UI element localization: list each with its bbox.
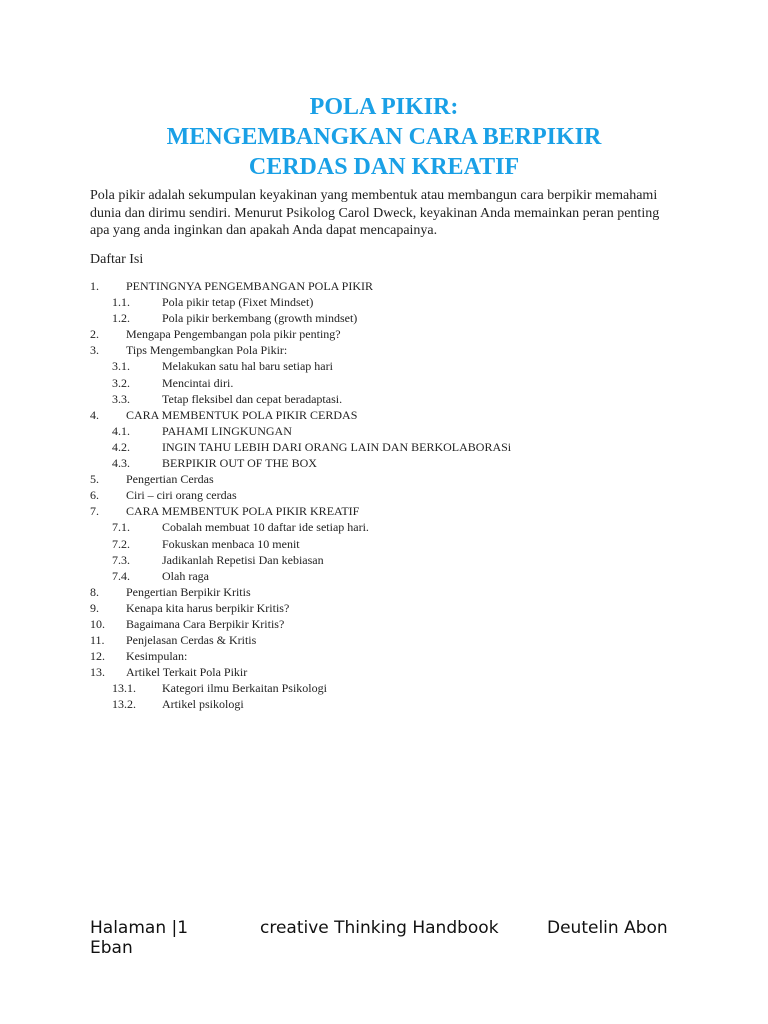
toc-item-text: Pengertian Berpikir Kritis xyxy=(126,584,251,599)
toc-item xyxy=(90,568,690,584)
toc-item-number: 9. xyxy=(90,600,99,615)
toc-item-text: BERPIKIR OUT OF THE BOX xyxy=(162,456,317,471)
toc-item xyxy=(90,600,690,616)
toc-item-number: 7. xyxy=(90,504,99,519)
toc-item xyxy=(90,358,690,374)
toc-item-text: CARA MEMBENTUK POLA PIKIR CERDAS xyxy=(126,407,358,422)
toc-item xyxy=(90,407,690,423)
toc-item-number: 1.1. xyxy=(112,295,130,310)
toc-item-text: INGIN TAHU LEBIH DARI ORANG LAIN DAN BERKOLABORASi xyxy=(162,439,512,454)
toc-item-text: Mengapa Pengembangan pola pikir penting? xyxy=(126,327,341,342)
footer-book-title: creative Thinking Handbook xyxy=(260,918,499,938)
toc-item xyxy=(90,439,690,455)
toc-item-number: 10. xyxy=(90,616,105,631)
table-of-contents xyxy=(90,278,690,713)
toc-item-number: 3.3. xyxy=(112,391,130,406)
toc-item xyxy=(90,487,690,503)
toc-item-text: Tips Mengembangkan Pola Pikir: xyxy=(126,343,288,358)
footer-page-number: Halaman |1 xyxy=(90,918,189,938)
toc-item xyxy=(90,375,690,391)
title-line-2: MENGEMBANGKAN CARA BERPIKIR xyxy=(166,124,602,150)
toc-item xyxy=(90,455,690,471)
toc-item-number: 6. xyxy=(90,488,99,503)
toc-item-text: Mencintai diri. xyxy=(162,375,234,390)
toc-item-number: 7.1. xyxy=(112,520,130,535)
toc-item-text: Cobalah membuat 10 daftar ide setiap hari. xyxy=(162,520,369,535)
toc-item xyxy=(90,519,690,535)
toc-item-number: 3.1. xyxy=(112,359,130,374)
toc-item-text: Penjelasan Cerdas & Kritis xyxy=(126,633,257,648)
toc-item-number: 7.4. xyxy=(112,568,130,583)
toc-item xyxy=(90,391,690,407)
toc-item-number: 12. xyxy=(90,649,105,664)
toc-item xyxy=(90,310,690,326)
toc-item-text: CARA MEMBENTUK POLA PIKIR KREATIF xyxy=(126,504,360,519)
toc-item-text: Bagaimana Cara Berpikir Kritis? xyxy=(126,616,285,631)
toc-item-number: 4.3. xyxy=(112,456,130,471)
toc-item xyxy=(90,342,690,358)
toc-item-text: Ciri – ciri orang cerdas xyxy=(126,488,237,503)
toc-item xyxy=(90,680,690,696)
toc-item-text: Kategori ilmu Berkaitan Psikologi xyxy=(162,681,327,696)
toc-item-text: Artikel psikologi xyxy=(162,697,244,712)
toc-item-number: 11. xyxy=(90,633,105,648)
toc-item xyxy=(90,471,690,487)
toc-item xyxy=(90,664,690,680)
toc-item-text: Olah raga xyxy=(162,568,209,583)
toc-item xyxy=(90,696,690,712)
footer-author: Deutelin Abon xyxy=(547,918,668,938)
title-line-3: CERDAS DAN KREATIF xyxy=(248,154,520,180)
toc-item-text: Artikel Terkait Pola Pikir xyxy=(126,665,248,680)
toc-item xyxy=(90,278,690,294)
toc-item-text: PENTINGNYA PENGEMBANGAN POLA PIKIR xyxy=(126,279,374,293)
toc-item-number: 4.2. xyxy=(112,439,130,454)
toc-item-number: 4.1. xyxy=(112,423,130,438)
toc-item-number: 8. xyxy=(90,584,99,599)
toc-item-text: Pengertian Cerdas xyxy=(126,472,214,487)
toc-item-text: Jadikanlah Repetisi Dan kebiasan xyxy=(162,552,324,567)
page-footer xyxy=(90,918,690,962)
toc-item xyxy=(90,648,690,664)
toc-heading: Daftar Isi xyxy=(90,252,144,267)
toc-item-text: Fokuskan menbaca 10 menit xyxy=(162,536,300,551)
toc-item-number: 13.1. xyxy=(112,681,136,696)
toc-item-number: 5. xyxy=(90,472,99,487)
toc-item-text: Melakukan satu hal baru setiap hari xyxy=(162,359,333,374)
toc-item-number: 7.2. xyxy=(112,536,130,551)
toc-item-number: 1. xyxy=(90,279,99,293)
toc-item-number: 3.2. xyxy=(112,375,130,390)
toc-item-text: Tetap fleksibel dan cepat beradaptasi. xyxy=(162,391,343,406)
toc-item-number: 3. xyxy=(90,343,99,358)
document-title xyxy=(0,92,768,182)
intro-paragraph: Pola pikir adalah sekumpulan keyakinan yang membentuk atau membangun cara berpikir memahami dunia dan dirimu sendiri. Menurut Psikolog Carol Dweck, keyakinan Anda memainkan peran penting apa yang anda inginkan dan apakah Anda dapat mencapainya. xyxy=(90,188,660,238)
toc-item xyxy=(90,326,690,342)
toc-item-number: 13.2. xyxy=(112,697,136,712)
toc-item xyxy=(90,616,690,632)
title-line-1: POLA PIKIR: xyxy=(309,94,459,120)
toc-item xyxy=(90,423,690,439)
toc-item xyxy=(90,584,690,600)
toc-item-number: 1.2. xyxy=(112,311,130,326)
toc-item-text: Kenapa kita harus berpikir Kritis? xyxy=(126,600,290,615)
toc-item xyxy=(90,632,690,648)
toc-item-text: Kesimpulan: xyxy=(126,649,188,664)
toc-item xyxy=(90,503,690,519)
toc-item xyxy=(90,294,690,310)
toc-item-number: 13. xyxy=(90,665,105,680)
toc-item xyxy=(90,552,690,568)
toc-item-text: Pola pikir tetap (Fixet Mindset) xyxy=(162,295,314,310)
toc-item xyxy=(90,536,690,552)
toc-item-number: 4. xyxy=(90,407,99,422)
toc-item-number: 7.3. xyxy=(112,552,130,567)
toc-item-number: 2. xyxy=(90,327,99,342)
footer-author-continued: Eban xyxy=(90,938,133,958)
toc-item-text: Pola pikir berkembang (growth mindset) xyxy=(162,311,358,326)
toc-item-text: PAHAMI LINGKUNGAN xyxy=(162,423,292,438)
